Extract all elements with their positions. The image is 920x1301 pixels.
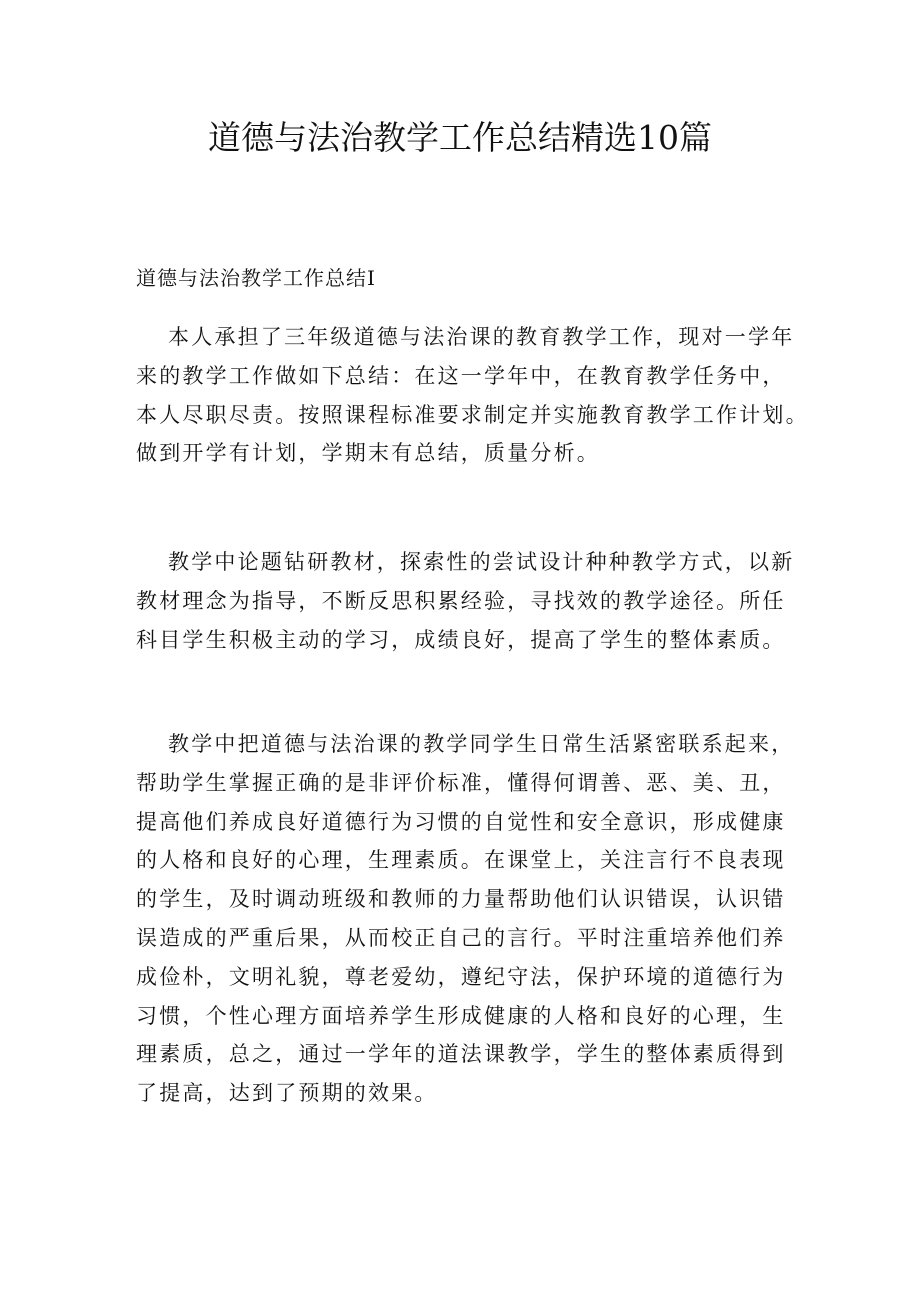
paragraph-line: 教学中把道德与法治课的教学同学生日常生活紧密联系起来， [168, 732, 795, 756]
paragraph-1 [136, 318, 808, 473]
paragraph-line: 的学生，及时调动班级和教师的力量帮助他们认识错误，认识错 [136, 887, 786, 912]
paragraph-line: 误造成的严重后果，从而校正自己的言行。平时注重培养他们养 [136, 925, 786, 950]
paragraph-line: 教学中论题钻研教材，探索性的尝试设计种种教学方式，以新 [168, 550, 795, 574]
paragraph-line: 成俭朴，文明礼貌，尊老爱幼，遵纪守法，保护环境的道德行为 [136, 964, 786, 989]
paragraph-2 [136, 543, 808, 659]
paragraph-line: 本人尽职尽责。按照课程标准要求制定并实施教育教学工作计划。 [136, 402, 809, 427]
document-title: 道德与法治教学工作总结精选10篇 [208, 118, 712, 157]
paragraph-line: 习惯，个性心理方面培养学生形成健康的人格和良好的心理，生 [136, 1003, 786, 1028]
paragraph-line: 做到开学有计划，学期末有总结，质量分析。 [136, 441, 600, 466]
section-heading: 道德与法治教学工作总结Ⅰ [136, 266, 376, 290]
paragraph-line: 科目学生积极主动的学习，成绩良好，提高了学生的整体素质。 [136, 627, 786, 652]
paragraph-line: 本人承担了三年级道德与法治课的教育教学工作，现对一学年 [168, 325, 795, 349]
paragraph-line: 帮助学生掌握正确的是非评价标准，懂得何谓善、恶、美、丑， [136, 770, 786, 795]
paragraph-3 [136, 725, 808, 1113]
paragraph-line: 教材理念为指导，不断反思积累经验，寻找效的教学途径。所任 [136, 588, 786, 613]
paragraph-line: 来的教学工作做如下总结：在这一学年中，在教育教学任务中， [136, 363, 786, 388]
paragraph-line: 提高他们养成良好道德行为习惯的自觉性和安全意识，形成健康 [136, 809, 786, 834]
paragraph-line: 理素质，总之，通过一学年的道法课教学，学生的整体素质得到 [136, 1042, 786, 1067]
paragraph-line: 的人格和良好的心理，生理素质。在课堂上，关注言行不良表现 [136, 848, 786, 873]
paragraph-line: 了提高，达到了预期的效果。 [136, 1081, 438, 1106]
